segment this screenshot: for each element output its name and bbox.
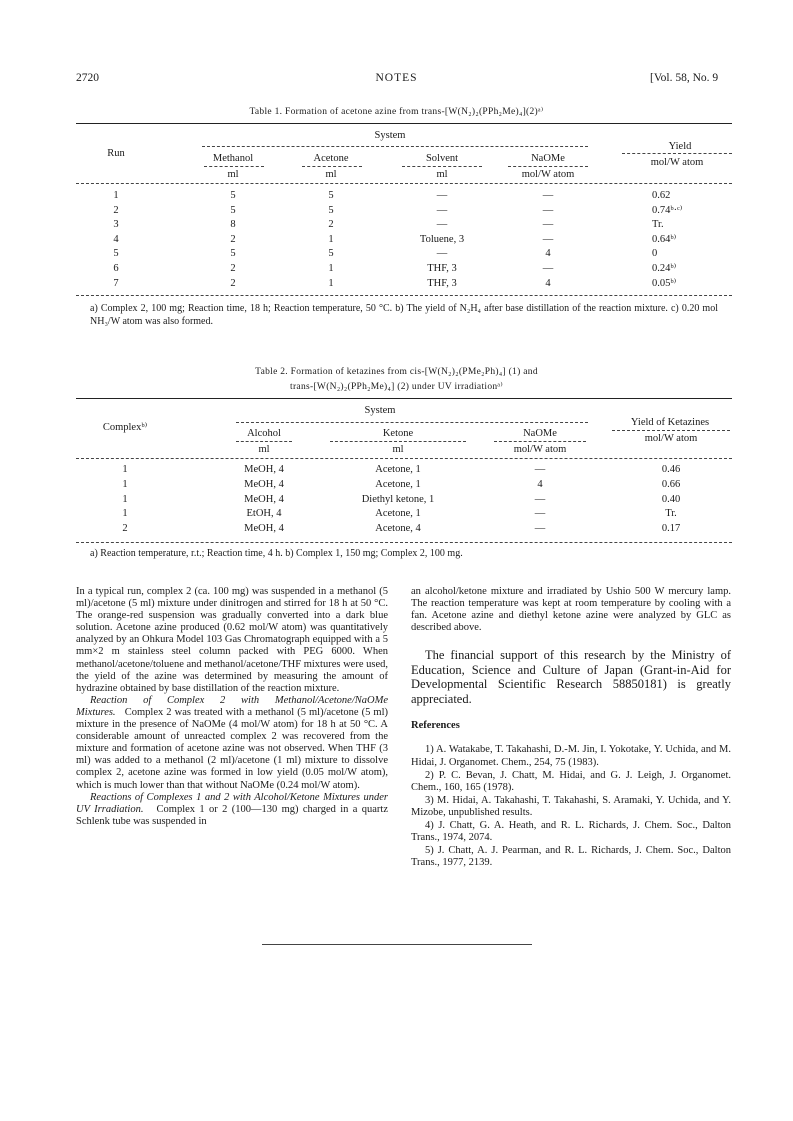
table2-cell-yield: 0.66 xyxy=(661,478,681,490)
table2-cell-complex: 2 xyxy=(122,523,128,535)
table2-header-yield: Yield of Ketazines xyxy=(630,417,710,428)
table1-solvent-rule xyxy=(402,166,482,167)
table2-cell-ketone: Acetone, 4 xyxy=(375,523,421,535)
table2-unit-naome: mol/W atom xyxy=(513,444,567,455)
end-rule xyxy=(262,944,532,945)
table1-cell-naome: — xyxy=(542,219,554,231)
table1-cell-run: 2 xyxy=(113,204,119,216)
table1-system-rule xyxy=(202,146,588,147)
paragraph-naome-text: Complex 2 was treated with a methanol (5 ml)/acetone (5 ml) mixture in the presence of NaOMe (4 mol/W atom) for 18 h at 50 °C. A considerable amount of unreacted complex 2 was recovered from the mixture and formation of acetone azine was not observed. When THF (3 ml) was added to a methanol (2 ml)/acetone (1 ml) mixture to dissolve complex 2, acetone azine was formed in low yield (0.05 mol/W atom), which is much lower than that without NaOMe (0.24 mol/W atom). xyxy=(76,706,389,791)
reference-item: 3) M. Hidai, A. Takahashi, T. Takahashi, S. Aramaki, Y. Uchida, and Y. Mizobe, unpublished results. xyxy=(411,794,731,818)
table1-cell-naome: 4 xyxy=(545,248,551,260)
table1-cell-run: 1 xyxy=(113,190,119,201)
table1-cell-yield: 0 xyxy=(652,248,658,260)
table2-cell-complex: 1 xyxy=(122,493,128,505)
table2-cell-alcohol: MeOH, 4 xyxy=(244,523,284,535)
table2-yield-rule xyxy=(612,430,730,431)
table1-cell-methanol: 8 xyxy=(230,219,236,231)
table2-caption-line2: trans-[W(N₂)₂(PPh₂Me)₄] (2) under UV irradiationᵃ⁾ xyxy=(290,382,503,392)
table1-header-naome: NaOMe xyxy=(531,153,565,164)
body-right-column xyxy=(411,586,731,870)
table1-cell-yield: 0.24ᵇ⁾ xyxy=(652,263,677,274)
table2-cell-complex: 1 xyxy=(122,508,128,520)
table1-cell-naome: — xyxy=(542,190,554,201)
paragraph-typical-run: In a typical run, complex 2 (ca. 100 mg) was suspended in a methanol (5 ml)/acetone (5 ml) mixture under dinitrogen and stirred for 18 h at 50 °C. The orange-red suspension was gradually converted into a dark blue solution. Acetone azine produced (0.62 mol/W atom) was quantitatively analyzed by an Ohkura Model 103 Gas Chromatograph equipped with a 5 mm×2 m stainless steel column packed with PEG 6000. When methanol/acetone/toluene and methanol/acetone/THF mixtures were used, the yield of the azine was determined by measuring the amount of hydrazine obtained by base distillation of the reaction mixture. xyxy=(76,586,388,694)
table1-cell-acetone: 5 xyxy=(328,190,334,201)
table1-yield-rule xyxy=(622,153,732,154)
table1-cell-naome: — xyxy=(542,263,554,274)
table2-caption-line1: Table 2. Formation of ketazines from cis-[W(N₂)₂(PMe₂Ph)₄] (1) and xyxy=(255,367,538,377)
table2-alcohol-rule xyxy=(236,441,292,442)
paragraph-naome-reaction xyxy=(76,695,388,792)
table1-cell-yield: 0.05ᵇ⁾ xyxy=(652,277,677,289)
table2-cell-yield: 0.46 xyxy=(661,464,681,475)
table2-cell-yield: Tr. xyxy=(665,508,677,520)
table1-cell-methanol: 5 xyxy=(230,204,236,216)
table2-ketone-rule xyxy=(330,441,466,442)
table2-cell-ketone: Diethyl ketone, 1 xyxy=(361,493,435,505)
paragraph-uv-text: Complex 1 or 2 (100—130 mg) charged in a quartz Schlenk tube was suspended in xyxy=(76,803,389,827)
table1-methanol-rule xyxy=(204,166,264,167)
volume-info: [Vol. 58, No. 9 xyxy=(650,72,719,84)
table1-header-solvent: Solvent xyxy=(425,153,459,164)
table1-acetone-rule xyxy=(302,166,362,167)
table2-header-system: System xyxy=(364,405,396,416)
table2-cell-naome: 4 xyxy=(537,478,543,490)
table1-cell-acetone: 1 xyxy=(328,277,334,289)
table2-cell-alcohol: MeOH, 4 xyxy=(244,464,284,475)
table1-cell-solvent: — xyxy=(436,248,448,260)
table2-header-rule xyxy=(76,458,732,459)
table1-cell-methanol: 2 xyxy=(230,233,236,245)
table1-cell-run: 3 xyxy=(113,219,119,231)
table1-cell-acetone: 5 xyxy=(328,248,334,260)
table1-cell-yield: 0.64ᵇ⁾ xyxy=(652,233,677,245)
table2-unit-alcohol: ml xyxy=(258,444,270,455)
table1-naome-rule xyxy=(508,166,588,167)
table2-bottom-rule xyxy=(76,542,732,543)
table1-bottom-rule xyxy=(76,295,732,296)
table1-cell-methanol: 2 xyxy=(230,263,236,274)
table1-cell-naome: — xyxy=(542,233,554,245)
table1-header-rule xyxy=(76,183,732,184)
table1-unit-methanol: ml xyxy=(227,169,239,180)
table1-cell-acetone: 1 xyxy=(328,263,334,274)
table1-top-rule xyxy=(76,123,732,124)
table1-header-methanol: Methanol xyxy=(212,153,254,164)
table1-header-acetone: Acetone xyxy=(313,153,349,164)
table1-unit-naome: mol/W atom xyxy=(521,169,575,180)
table1-cell-methanol: 2 xyxy=(230,277,236,289)
table1-caption: Table 1. Formation of acetone azine from trans-[W(N₂)₂(PPh₂Me)₄](2)ᵃ⁾ xyxy=(249,107,544,117)
table1-cell-solvent: THF, 3 xyxy=(427,263,457,274)
table2-cell-complex: 1 xyxy=(122,478,128,490)
table1-cell-acetone: 5 xyxy=(328,204,334,216)
table1-header-yield-unit: mol/W atom xyxy=(650,157,704,168)
reference-item: 1) A. Watakabe, T. Takahashi, D.-M. Jin, I. Yokotake, Y. Uchida, and M. Hidai, J. Organomet. Chem., 254, 75 (1983). xyxy=(411,744,731,768)
body-left-column xyxy=(76,586,388,828)
table2-header-ketone: Ketone xyxy=(382,428,414,439)
table2-header-complex: Complexᵇ⁾ xyxy=(102,422,148,433)
reference-item: 4) J. Chatt, G. A. Heath, and R. L. Richards, J. Chem. Soc., Dalton Trans., 1974, 2074. xyxy=(411,820,731,844)
reference-item: 2) P. C. Bevan, J. Chatt, M. Hidai, and G. J. Leigh, J. Organomet. Chem., 160, 165 (1978). xyxy=(411,769,731,793)
section-heading-naome: Reaction of Complex 2 with Methanol/Acetone/NaOMe Mixtures. xyxy=(76,694,388,718)
references-heading: References xyxy=(411,720,460,732)
table2-cell-ketone: Acetone, 1 xyxy=(375,508,421,520)
paragraph-uv-reaction xyxy=(76,792,388,828)
table2-cell-naome: — xyxy=(534,493,546,505)
table1-header-yield: Yield xyxy=(668,141,692,152)
table2-cell-naome: — xyxy=(534,523,546,535)
table1-cell-yield: Tr. xyxy=(652,219,664,231)
paragraph-uv-continued: an alcohol/ketone mixture and irradiated by Ushio 500 W mercury lamp. The reaction temperature was kept at room temperature by cooling with a fan. Acetone azine and diethyl ketone azine were analyzed by GLC as described above. xyxy=(411,586,731,634)
table2-unit-ketone: ml xyxy=(392,444,404,455)
table1-cell-solvent: THF, 3 xyxy=(427,277,457,289)
table1-cell-solvent: — xyxy=(436,190,448,201)
table2-header-yield-unit: mol/W atom xyxy=(644,433,698,444)
acknowledgement: The financial support of this research by the Ministry of Education, Science and Culture of Japan (Grant-in-Aid for Developmental Scientific Research 58850181) is greatly appreciated. xyxy=(411,648,731,706)
table1-cell-yield: 0.74ᵇ·ᶜ⁾ xyxy=(652,204,683,216)
page-number: 2720 xyxy=(76,72,99,84)
section-title: NOTES xyxy=(375,72,418,84)
table2-cell-naome: — xyxy=(534,508,546,520)
table2-footnote: a) Reaction temperature, r.t.; Reaction time, 4 h. b) Complex 1, 150 mg; Complex 2, 100 mg. xyxy=(90,548,463,559)
table2-cell-alcohol: EtOH, 4 xyxy=(246,508,282,520)
table1-cell-run: 7 xyxy=(113,277,119,289)
table2-cell-yield: 0.17 xyxy=(661,523,681,535)
table2-cell-ketone: Acetone, 1 xyxy=(375,464,421,475)
table1-cell-acetone: 1 xyxy=(328,233,334,245)
table2-header-naome: NaOMe xyxy=(523,428,557,439)
table1-cell-run: 6 xyxy=(113,263,119,274)
table2-cell-naome: — xyxy=(534,464,546,475)
table1-cell-acetone: 2 xyxy=(328,219,334,231)
table1-cell-solvent: — xyxy=(436,219,448,231)
table1-footnote: a) Complex 2, 100 mg; Reaction time, 18 h; Reaction temperature, 50 °C. b) The yield of N₂H₄ after base distillation of the reaction mixture. c) 0.20 mol NH₃/W atom was also formed. xyxy=(90,303,718,327)
table1-cell-run: 5 xyxy=(113,248,119,260)
table2-cell-complex: 1 xyxy=(122,464,128,475)
table1-cell-methanol: 5 xyxy=(230,248,236,260)
table1-cell-naome: 4 xyxy=(545,277,551,289)
table2-cell-alcohol: MeOH, 4 xyxy=(244,493,284,505)
table1-unit-acetone: ml xyxy=(325,169,337,180)
table1-cell-methanol: 5 xyxy=(230,190,236,201)
table1-cell-naome: — xyxy=(542,204,554,216)
table1-cell-yield: 0.62 xyxy=(652,190,671,201)
table1-cell-solvent: — xyxy=(436,204,448,216)
table2-system-rule xyxy=(236,422,588,423)
table1-unit-solvent: ml xyxy=(436,169,448,180)
section-heading-uv: Reactions of Complexes 1 and 2 with Alcohol/Ketone Mixtures under UV Irradiation. xyxy=(76,791,388,815)
table2-cell-alcohol: MeOH, 4 xyxy=(244,478,284,490)
table1-header-run: Run xyxy=(107,148,125,159)
table2-cell-ketone: Acetone, 1 xyxy=(375,478,421,490)
reference-item: 5) J. Chatt, A. J. Pearman, and R. L. Richards, J. Chem. Soc., Dalton Trans., 1977, 2139. xyxy=(411,845,731,869)
reference-list xyxy=(411,744,731,869)
table1-cell-run: 4 xyxy=(113,233,119,245)
table2-header-alcohol: Alcohol xyxy=(247,428,281,439)
table2-cell-yield: 0.40 xyxy=(661,493,681,505)
table1-header-system: System xyxy=(374,130,406,141)
table1-cell-solvent: Toluene, 3 xyxy=(419,233,465,245)
table2-top-rule xyxy=(76,398,732,399)
table2-naome-rule xyxy=(494,441,586,442)
